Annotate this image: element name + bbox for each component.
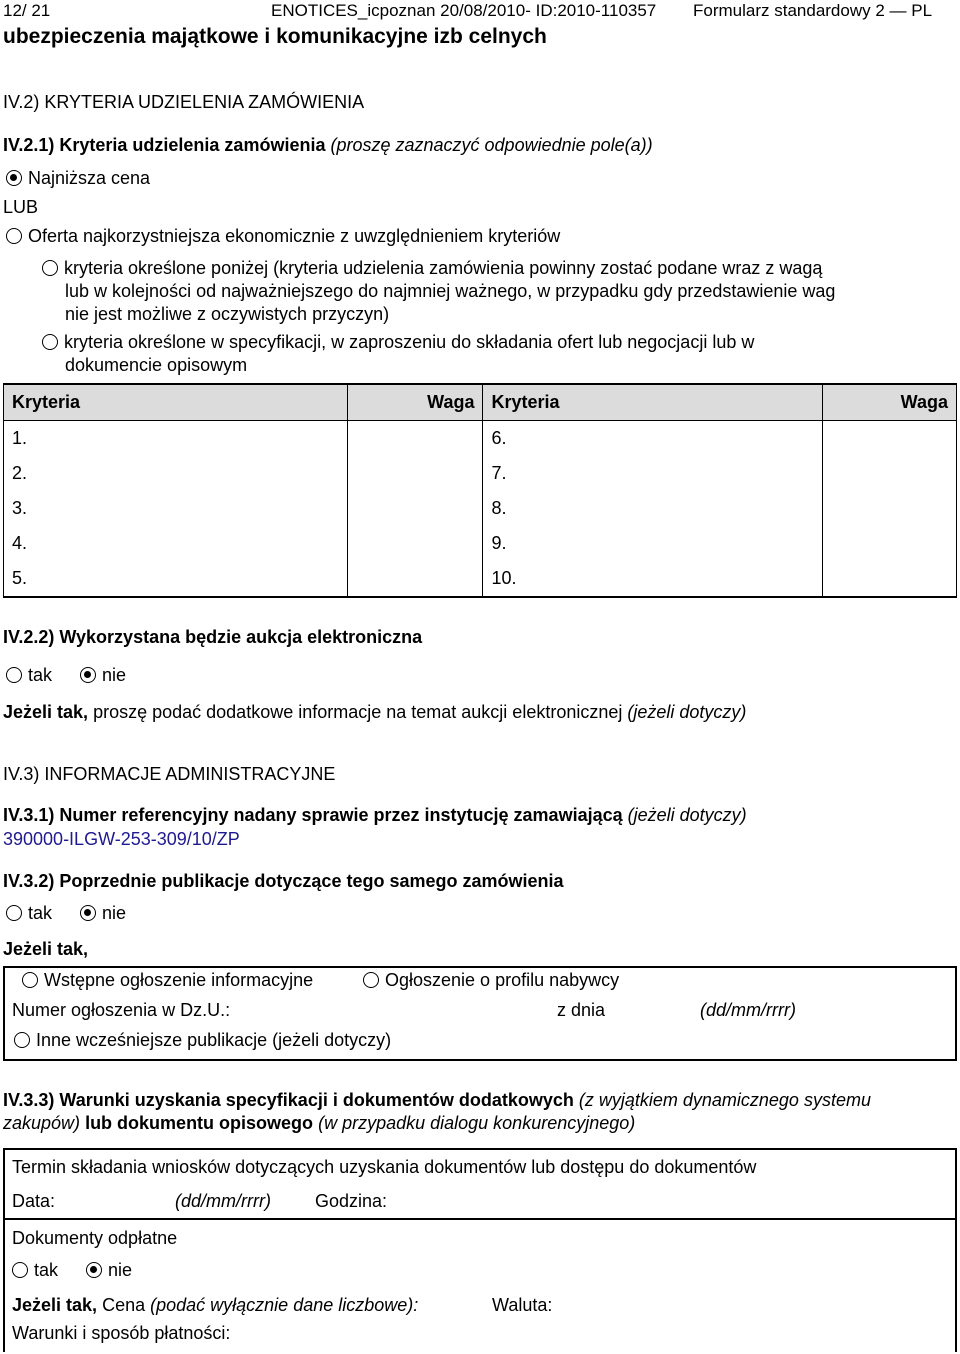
document-conditions-box bbox=[3, 1148, 957, 1352]
paid-radio-group bbox=[12, 1260, 132, 1281]
section-iv33-heading-line2 bbox=[3, 1113, 635, 1134]
currency-label: Waluta: bbox=[492, 1295, 553, 1315]
notice-number-label: Numer ogłoszenia w Dz.U.: bbox=[12, 1000, 231, 1020]
option-label: nie bbox=[108, 1260, 133, 1280]
radio-unchecked-icon[interactable] bbox=[363, 972, 379, 988]
option-label: Inne wcześniejsze publikacje (jeżeli dotyczy) bbox=[36, 1030, 392, 1050]
page-number: 12/ 21 bbox=[3, 1, 51, 20]
deadline-date-label: Data: bbox=[12, 1191, 56, 1211]
radio-unchecked-icon[interactable] bbox=[42, 334, 58, 350]
criteria-cell[interactable]: 2. bbox=[4, 456, 348, 491]
table-header-waga: Waga bbox=[823, 384, 957, 421]
option-lowest-price[interactable] bbox=[6, 168, 150, 189]
section-title-iv2: IV.2) KRYTERIA UDZIELENIA ZAMÓWIENIA bbox=[3, 92, 365, 112]
section-iv33-hint: (w przypadku dialogu konkurencyjnego) bbox=[318, 1113, 636, 1133]
divider bbox=[3, 1218, 957, 1220]
table-row bbox=[4, 561, 957, 597]
table-header-waga: Waga bbox=[347, 384, 483, 421]
radio-unchecked-icon[interactable] bbox=[12, 1262, 28, 1278]
option-buyer-profile-notice[interactable] bbox=[363, 970, 619, 991]
table-row bbox=[4, 421, 957, 457]
auction-option-tak[interactable] bbox=[6, 665, 52, 685]
table-header-row bbox=[4, 384, 957, 421]
lub-label: LUB bbox=[3, 197, 39, 217]
radio-unchecked-icon[interactable] bbox=[22, 972, 38, 988]
section-iv21-hint: (proszę zaznaczyć odpowiednie pole(a)) bbox=[330, 135, 653, 155]
option-lowest-price-label: Najniższa cena bbox=[28, 168, 151, 188]
criteria-below-line3: nie jest możliwe z oczywistych przyczyn) bbox=[65, 304, 390, 324]
option-label: tak bbox=[28, 665, 53, 685]
section-iv31-title: IV.3.1) Numer referencyjny nadany sprawie przez instytucję zamawiającą bbox=[3, 805, 623, 825]
radio-unchecked-icon[interactable] bbox=[14, 1032, 30, 1048]
section-iv22-title: IV.2.2) Wykorzystana będzie aukcja elektroniczna bbox=[3, 627, 423, 647]
radio-unchecked-icon[interactable] bbox=[6, 228, 22, 244]
form-type: Formularz standardowy 2 — PL bbox=[693, 1, 933, 20]
criteria-cell[interactable]: 1. bbox=[4, 421, 348, 457]
option-label: tak bbox=[34, 1260, 59, 1280]
price-line bbox=[12, 1295, 418, 1316]
radio-checked-icon[interactable] bbox=[80, 667, 96, 683]
auction-info-text: proszę podać dodatkowe informacje na temat aukcji elektronicznej bbox=[93, 702, 623, 722]
criteria-spec-line1: kryteria określone w specyfikacji, w zaproszeniu do składania ofert lub negocjacji lub w bbox=[64, 332, 755, 352]
table-row bbox=[4, 526, 957, 561]
table-row bbox=[4, 491, 957, 526]
request-deadline-label: Termin składania wniosków dotyczących uzyskania dokumentów lub dostępu do dokumentów bbox=[12, 1157, 757, 1177]
if-yes-label: Jeżeli tak, bbox=[12, 1295, 98, 1315]
section-iv31-hint: (jeżeli dotyczy) bbox=[627, 805, 747, 825]
criteria-table bbox=[3, 383, 957, 598]
criteria-spec-option[interactable] bbox=[42, 332, 754, 353]
criteria-spec-line2: dokumencie opisowym bbox=[65, 355, 248, 375]
option-label: nie bbox=[102, 665, 127, 685]
option-label: tak bbox=[28, 903, 53, 923]
price-label: Cena bbox=[102, 1295, 146, 1315]
radio-unchecked-icon[interactable] bbox=[6, 667, 22, 683]
previous-pub-option-tak[interactable] bbox=[6, 903, 52, 923]
option-prior-info-notice[interactable] bbox=[22, 970, 313, 991]
auction-option-nie[interactable] bbox=[80, 665, 126, 685]
option-best-offer[interactable] bbox=[6, 226, 560, 247]
section-iv33-title: IV.3.3) Warunki uzyskania specyfikacji i dokumentów dodatkowych bbox=[3, 1090, 574, 1110]
weight-cell[interactable] bbox=[823, 421, 957, 457]
radio-unchecked-icon[interactable] bbox=[42, 260, 58, 276]
section-iv33-hint: (z wyjątkiem dynamicznego systemu bbox=[578, 1090, 871, 1110]
table-row bbox=[4, 456, 957, 491]
section-iv33-heading bbox=[3, 1090, 871, 1111]
auction-radio-group bbox=[6, 665, 126, 686]
paid-documents-label: Dokumenty odpłatne bbox=[12, 1228, 178, 1248]
weight-cell[interactable] bbox=[347, 421, 483, 457]
criteria-cell[interactable]: 7. bbox=[483, 456, 823, 491]
weight-cell[interactable] bbox=[823, 456, 957, 491]
section-iv21-title: IV.2.1) Kryteria udzielenia zamówienia bbox=[3, 135, 326, 155]
table-header-kryteria: Kryteria bbox=[4, 384, 348, 421]
paid-option-tak[interactable] bbox=[12, 1260, 58, 1280]
radio-checked-icon[interactable] bbox=[86, 1262, 102, 1278]
notice-date-label: z dnia bbox=[557, 1000, 606, 1020]
if-yes-label: Jeżeli tak, bbox=[3, 939, 89, 959]
weight-cell[interactable] bbox=[823, 526, 957, 561]
criteria-cell[interactable]: 5. bbox=[4, 561, 348, 597]
weight-cell[interactable] bbox=[823, 561, 957, 597]
deadline-date-format: (dd/mm/rrrr) bbox=[175, 1191, 271, 1211]
payment-terms-label: Warunki i sposób płatności: bbox=[12, 1323, 231, 1343]
section-title-iv3: IV.3) INFORMACJE ADMINISTRACYJNE bbox=[3, 764, 336, 784]
if-yes-label: Jeżeli tak, bbox=[3, 702, 89, 722]
criteria-cell[interactable]: 4. bbox=[4, 526, 348, 561]
table-header-kryteria: Kryteria bbox=[483, 384, 823, 421]
criteria-below-line2: lub w kolejności od najważniejszego do najmniej ważnego, w przypadku gdy przedstawienie wag bbox=[65, 281, 836, 301]
weight-cell[interactable] bbox=[347, 456, 483, 491]
option-label: Wstępne ogłoszenie informacyjne bbox=[44, 970, 314, 990]
section-iv32-title: IV.3.2) Poprzednie publikacje dotyczące tego samego zamówienia bbox=[3, 871, 564, 891]
criteria-cell[interactable]: 8. bbox=[483, 491, 823, 526]
radio-checked-icon[interactable] bbox=[6, 170, 22, 186]
criteria-cell[interactable]: 9. bbox=[483, 526, 823, 561]
deadline-time-label: Godzina: bbox=[315, 1191, 388, 1211]
criteria-cell[interactable]: 3. bbox=[4, 491, 348, 526]
document-id: ENOTICES_icpoznan 20/08/2010- ID:2010-110357 bbox=[271, 1, 657, 20]
auction-info-line bbox=[3, 702, 746, 723]
section-iv21-heading bbox=[3, 135, 653, 156]
section-iv31-heading bbox=[3, 805, 747, 826]
criteria-cell[interactable]: 10. bbox=[483, 561, 823, 597]
weight-cell[interactable] bbox=[347, 561, 483, 597]
option-label: Ogłoszenie o profilu nabywcy bbox=[385, 970, 620, 990]
price-hint: (podać wyłącznie dane liczbowe): bbox=[150, 1295, 419, 1315]
radio-checked-icon[interactable] bbox=[80, 905, 96, 921]
weight-cell[interactable] bbox=[823, 491, 957, 526]
section-iv33-title-part: lub dokumentu opisowego bbox=[85, 1113, 314, 1133]
criteria-below-option[interactable] bbox=[42, 258, 822, 279]
option-best-offer-label: Oferta najkorzystniejsza ekonomicznie z uwzględnieniem kryteriów bbox=[28, 226, 561, 246]
weight-cell[interactable] bbox=[347, 526, 483, 561]
criteria-below-line1: kryteria określone poniżej (kryteria udzielenia zamówienia powinny zostać podane wraz z wagą bbox=[64, 258, 823, 278]
previous-pub-option-nie[interactable] bbox=[80, 903, 126, 923]
weight-cell[interactable] bbox=[347, 491, 483, 526]
option-other-publications[interactable] bbox=[14, 1030, 391, 1051]
reference-number-value: 390000-ILGW-253-309/10/ZP bbox=[3, 829, 240, 849]
paid-option-nie[interactable] bbox=[86, 1260, 132, 1280]
option-label: nie bbox=[102, 903, 127, 923]
notice-date-format: (dd/mm/rrrr) bbox=[700, 1000, 796, 1020]
radio-unchecked-icon[interactable] bbox=[6, 905, 22, 921]
section-iv33-hint: zakupów) bbox=[3, 1113, 81, 1133]
previous-pub-radio-group bbox=[6, 903, 126, 924]
auction-info-hint: (jeżeli dotyczy) bbox=[627, 702, 747, 722]
criteria-cell[interactable]: 6. bbox=[483, 421, 823, 457]
document-subtitle: ubezpieczenia majątkowe i komunikacyjne izb celnych bbox=[3, 25, 547, 48]
